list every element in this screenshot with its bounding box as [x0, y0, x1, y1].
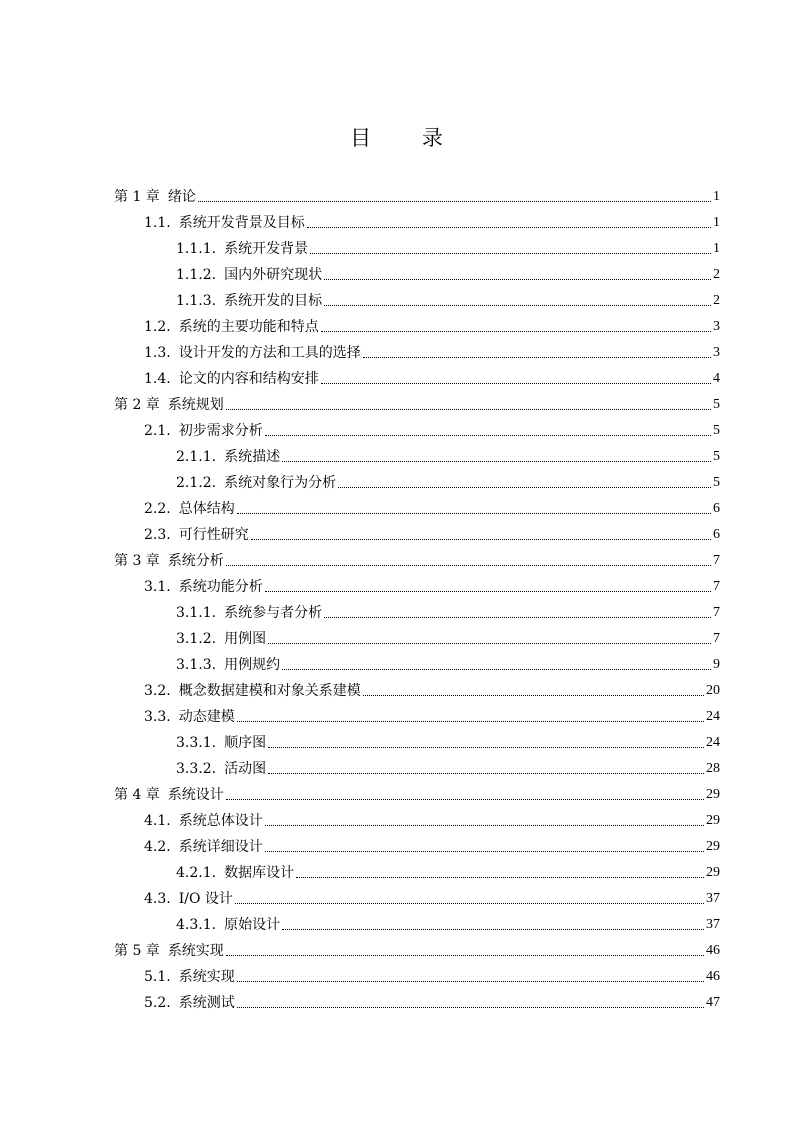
toc-entry-title: 总体结构 — [178, 501, 235, 517]
toc-entry-title: 用例图 — [224, 631, 267, 647]
toc-entry-title: 系统分析 — [167, 553, 224, 569]
toc-entry-title: 活动图 — [224, 761, 267, 777]
toc-entry-number: 3.1.1. — [176, 605, 217, 621]
toc-entry-page-number: 46 — [706, 943, 720, 958]
toc-entry[interactable] — [144, 960, 720, 986]
toc-dot-leader — [198, 200, 711, 202]
page-title: 目 录 — [350, 126, 465, 150]
toc-entry-number: 第 3 章 — [114, 553, 160, 569]
toc-entry-page-number: 46 — [706, 969, 720, 984]
toc-dot-leader — [282, 668, 711, 670]
toc-entry-number: 第 4 章 — [114, 787, 160, 803]
toc-dot-leader — [363, 694, 704, 696]
toc-entry-page-number: 29 — [706, 787, 720, 802]
toc-entry-number: 第 2 章 — [114, 397, 160, 413]
toc-entry[interactable] — [114, 388, 720, 414]
toc-entry-number: 1.1. — [144, 215, 171, 231]
toc-dot-leader — [363, 356, 711, 358]
toc-entry[interactable] — [176, 466, 720, 492]
toc-entry[interactable] — [144, 414, 720, 440]
toc-dot-leader — [324, 304, 711, 306]
toc-entry[interactable] — [144, 570, 720, 596]
toc-dot-leader — [307, 226, 711, 228]
toc-dot-leader — [321, 382, 711, 384]
toc-entry[interactable] — [176, 284, 720, 310]
toc-entry[interactable] — [144, 830, 720, 856]
toc-entry-page-number: 7 — [713, 553, 720, 568]
toc-entry-page-number: 24 — [706, 709, 720, 724]
toc-entry[interactable] — [144, 362, 720, 388]
toc-dot-leader — [324, 616, 711, 618]
toc-dot-leader — [237, 1006, 704, 1008]
toc-entry-number: 4.3.1. — [176, 917, 217, 933]
toc-entry-number: 1.1.3. — [176, 293, 217, 309]
toc-entry-title: 动态建模 — [178, 709, 235, 725]
toc-dot-leader — [235, 902, 704, 904]
toc-entry-number: 1.1.2. — [176, 267, 217, 283]
toc-dot-leader — [226, 798, 704, 800]
toc-entry-title: 系统实现 — [178, 969, 235, 985]
toc-entry[interactable] — [176, 856, 720, 882]
toc-entry-number: 3.3.2. — [176, 761, 217, 777]
toc-entry-title: 论文的内容和结构安排 — [178, 371, 319, 387]
toc-entry-title: I/O 设计 — [178, 891, 233, 907]
toc-entry-title: 系统开发的目标 — [224, 293, 323, 309]
toc-dot-leader — [226, 408, 711, 410]
toc-entry-title: 用例规约 — [224, 657, 281, 673]
toc-entry[interactable] — [144, 700, 720, 726]
toc-dot-leader — [265, 590, 711, 592]
toc-entry-title: 系统设计 — [167, 787, 224, 803]
toc-entry-page-number: 28 — [706, 761, 720, 776]
toc-entry-title: 系统测试 — [178, 995, 235, 1011]
toc-entry-number: 1.3. — [144, 345, 171, 361]
toc-dot-leader — [268, 772, 704, 774]
toc-entry-number: 3.3.1. — [176, 735, 217, 751]
toc-dot-leader — [282, 460, 711, 462]
toc-entry-number: 5.1. — [144, 969, 171, 985]
toc-entry-page-number: 1 — [713, 241, 720, 256]
toc-entry-page-number: 1 — [713, 189, 720, 204]
toc-entry[interactable] — [114, 778, 720, 804]
toc-entry[interactable] — [176, 622, 720, 648]
toc-entry-title: 顺序图 — [224, 735, 267, 751]
toc-entry-number: 4.2.1. — [176, 865, 217, 881]
toc-dot-leader — [296, 876, 704, 878]
toc-entry-number: 第 1 章 — [114, 189, 160, 205]
toc-entry-number: 3.1.3. — [176, 657, 217, 673]
toc-entry[interactable] — [176, 258, 720, 284]
toc-dot-leader — [265, 824, 704, 826]
toc-entry-page-number: 24 — [706, 735, 720, 750]
toc-entry-page-number: 1 — [713, 215, 720, 230]
toc-entry-number: 1.4. — [144, 371, 171, 387]
toc-entry-number: 2.2. — [144, 501, 171, 517]
toc-entry[interactable] — [176, 908, 720, 934]
toc-entry-number: 1.2. — [144, 319, 171, 335]
toc-entry-title: 可行性研究 — [178, 527, 249, 543]
toc-entry-title: 国内外研究现状 — [224, 267, 323, 283]
toc-entry-page-number: 5 — [713, 397, 720, 412]
toc-entry[interactable] — [176, 726, 720, 752]
toc-entry[interactable] — [114, 180, 720, 206]
toc-entry-page-number: 47 — [706, 995, 720, 1010]
toc-entry-number: 2.3. — [144, 527, 171, 543]
toc-entry[interactable] — [176, 232, 720, 258]
toc-dot-leader — [237, 980, 704, 982]
toc-entry-title: 系统总体设计 — [178, 813, 263, 829]
toc-entry-page-number: 7 — [713, 631, 720, 646]
toc-entry-title: 系统的主要功能和特点 — [178, 319, 319, 335]
toc-entry-title: 系统功能分析 — [178, 579, 263, 595]
toc-entry-title: 系统详细设计 — [178, 839, 263, 855]
toc-entry-number: 2.1.2. — [176, 475, 217, 491]
toc-entry-title: 数据库设计 — [224, 865, 295, 881]
toc-entry-page-number: 29 — [706, 813, 720, 828]
toc-entry-title: 系统开发背景 — [224, 241, 309, 257]
toc-entry[interactable] — [114, 934, 720, 960]
toc-entry[interactable] — [114, 544, 720, 570]
toc-entry-page-number: 5 — [713, 449, 720, 464]
toc-entry-title: 系统参与者分析 — [224, 605, 323, 621]
toc-entry-title: 绪论 — [167, 189, 196, 205]
toc-dot-leader — [237, 720, 704, 722]
toc-entry-number: 3.3. — [144, 709, 171, 725]
toc-entry-number: 第 5 章 — [114, 943, 160, 959]
toc-entry-page-number: 6 — [713, 501, 720, 516]
toc-dot-leader — [268, 746, 704, 748]
toc-dot-leader — [268, 642, 711, 644]
toc-entry[interactable] — [144, 492, 720, 518]
toc-dot-leader — [321, 330, 711, 332]
toc-entry[interactable] — [144, 336, 720, 362]
toc-entry-number: 3.2. — [144, 683, 171, 699]
toc-entry-number: 4.3. — [144, 891, 171, 907]
toc-entry-page-number: 2 — [713, 267, 720, 282]
toc-entry[interactable] — [144, 518, 720, 544]
toc-entry-page-number: 9 — [713, 657, 720, 672]
toc-entry-page-number: 5 — [713, 423, 720, 438]
toc-entry-page-number: 4 — [713, 371, 720, 386]
toc-entry[interactable] — [144, 986, 720, 1012]
toc-entry-page-number: 2 — [713, 293, 720, 308]
toc-dot-leader — [237, 512, 711, 514]
toc-entry-number: 5.2. — [144, 995, 171, 1011]
toc-dot-leader — [338, 486, 711, 488]
toc-entry-page-number: 37 — [706, 917, 720, 932]
toc-dot-leader — [226, 564, 711, 566]
toc-entry[interactable] — [144, 674, 720, 700]
toc-dot-leader — [226, 954, 704, 956]
toc-entry-number: 2.1.1. — [176, 449, 217, 465]
toc-entry-page-number: 37 — [706, 891, 720, 906]
toc-entry[interactable] — [176, 596, 720, 622]
toc-entry-page-number: 7 — [713, 579, 720, 594]
toc-dot-leader — [251, 538, 711, 540]
toc-dot-leader — [282, 928, 704, 930]
toc-entry[interactable] — [176, 440, 720, 466]
toc-entry[interactable] — [144, 310, 720, 336]
toc-entry-title: 系统规划 — [167, 397, 224, 413]
toc-entry[interactable] — [144, 804, 720, 830]
toc-dot-leader — [310, 252, 711, 254]
toc-entry[interactable] — [176, 648, 720, 674]
toc-entry-page-number: 5 — [713, 475, 720, 490]
toc-dot-leader — [265, 434, 711, 436]
toc-entry[interactable] — [144, 882, 720, 908]
toc-entry-title: 设计开发的方法和工具的选择 — [178, 345, 361, 361]
toc-entry-number: 3.1. — [144, 579, 171, 595]
toc-entry-page-number: 3 — [713, 345, 720, 360]
toc-entry[interactable] — [144, 206, 720, 232]
toc-entry-number: 2.1. — [144, 423, 171, 439]
toc-entry-number: 4.1. — [144, 813, 171, 829]
toc-entry-title: 系统对象行为分析 — [224, 475, 337, 491]
toc-entry-number: 1.1.1. — [176, 241, 217, 257]
toc-entry-title: 系统开发背景及目标 — [178, 215, 305, 231]
toc-entry-title: 原始设计 — [224, 917, 281, 933]
toc-entry[interactable] — [176, 752, 720, 778]
toc-entry-page-number: 20 — [706, 683, 720, 698]
toc-entry-title: 系统描述 — [224, 449, 281, 465]
toc-entry-page-number: 29 — [706, 839, 720, 854]
toc-dot-leader — [265, 850, 704, 852]
toc-dot-leader — [324, 278, 711, 280]
toc-entry-page-number: 3 — [713, 319, 720, 334]
toc-entry-title: 系统实现 — [167, 943, 224, 959]
toc-entry-title: 概念数据建模和对象关系建模 — [178, 683, 361, 699]
toc-entry-page-number: 29 — [706, 865, 720, 880]
toc-entry-number: 3.1.2. — [176, 631, 217, 647]
toc-entry-number: 4.2. — [144, 839, 171, 855]
toc-entry-page-number: 7 — [713, 605, 720, 620]
toc-entry-page-number: 6 — [713, 527, 720, 542]
toc-entry-title: 初步需求分析 — [178, 423, 263, 439]
